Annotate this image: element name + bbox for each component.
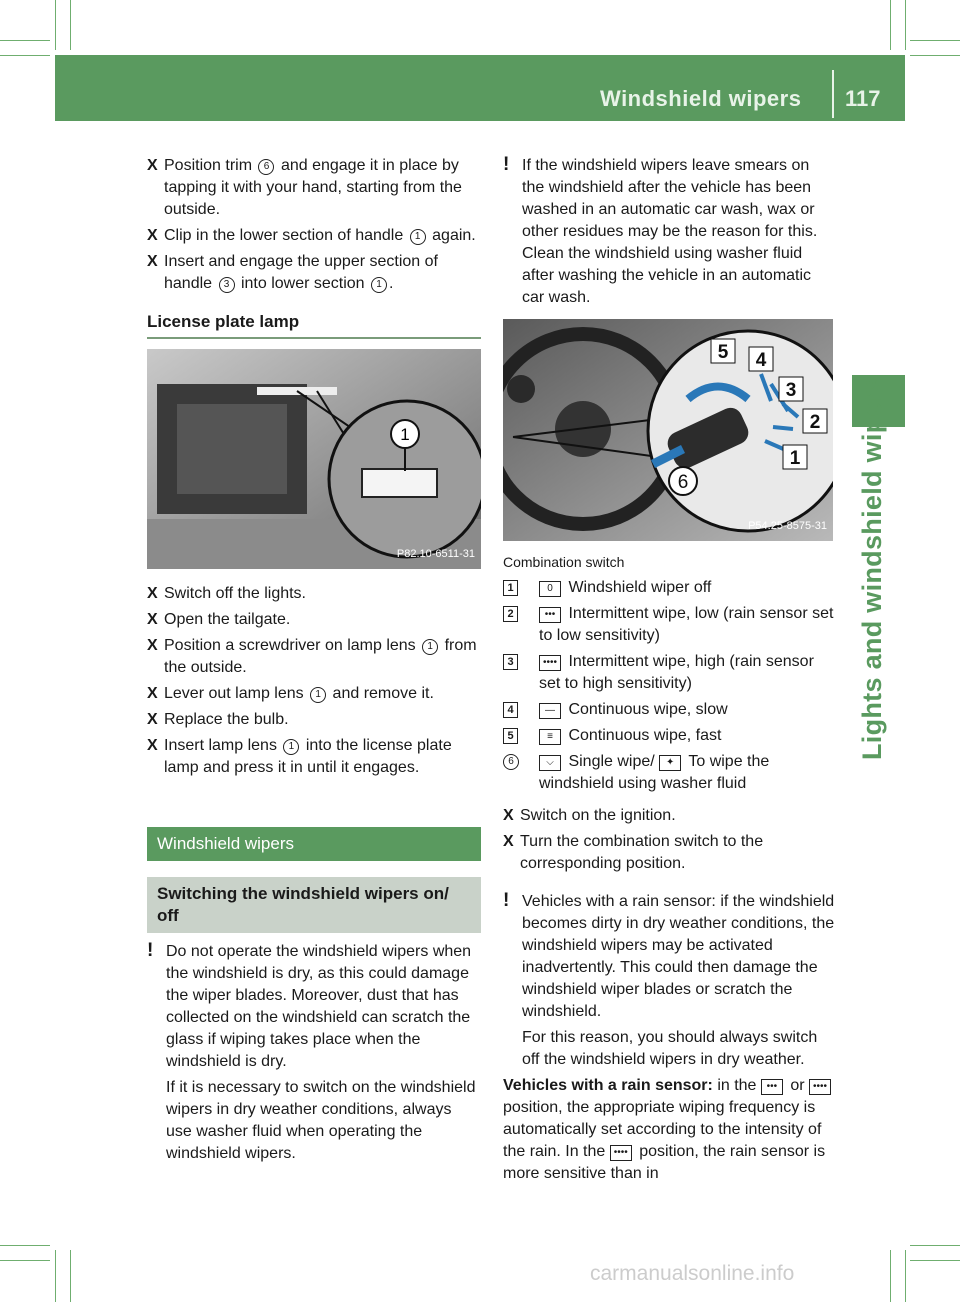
- switch-position-item: 6 ⌵ Single wipe/ ✦ To wipe the windshield using washer fluid: [503, 751, 835, 795]
- photo-reference: P54.25-8575-31: [748, 520, 827, 532]
- crop-mark: [0, 1245, 50, 1246]
- step-marker: X: [147, 585, 158, 602]
- instruction-item: X Turn the combination switch to the corresponding position.: [503, 833, 764, 872]
- crop-mark: [70, 0, 71, 50]
- step-marker: X: [503, 807, 514, 824]
- position-number: 2: [503, 606, 518, 622]
- instruction-item: X Position trim 6 and engage it in place by tapping it with your hand, starting from the outside.: [147, 157, 462, 218]
- combination-switch-photo: [503, 319, 833, 541]
- combination-switch-illustration: [503, 319, 833, 541]
- intermittent-high-icon: ••••: [610, 1145, 632, 1161]
- page-number: 117: [845, 86, 881, 111]
- step-marker: X: [147, 611, 158, 628]
- section-heading: Windshield wipers: [147, 827, 481, 861]
- callout-number: 6: [258, 159, 274, 175]
- switch-callout: 2: [809, 412, 821, 433]
- instruction-item: X Position a screwdriver on lamp lens 1 from the outside.: [147, 637, 477, 676]
- note-paragraph: For this reason, you should always switch off the windshield wipers in dry weather.: [522, 1029, 818, 1068]
- intermittent-low-icon: •••: [761, 1079, 783, 1095]
- instruction-item: X Replace the bulb.: [147, 709, 481, 731]
- instruction-item: X Lever out lamp lens 1 and remove it.: [147, 683, 481, 705]
- license-plate-lamp-photo: [147, 349, 481, 569]
- wiper-off-icon: 0: [539, 581, 561, 597]
- step-marker: X: [147, 253, 158, 270]
- single-wipe-icon: ⌵: [539, 755, 561, 771]
- continuous-fast-icon: ≡: [539, 729, 561, 745]
- note-paragraph: If it is necessary to switch on the windshield wipers in dry weather conditions, always use washer fluid when operating the windshield wipers.: [166, 1079, 476, 1162]
- rain-sensor-label: Vehicles with a rain sensor:: [503, 1077, 713, 1094]
- callout-number: 1: [283, 739, 299, 755]
- license-plate-illustration: [147, 349, 481, 569]
- switch-callout: 3: [785, 380, 797, 401]
- position-number: 1: [503, 580, 518, 596]
- position-number: 3: [503, 654, 518, 670]
- callout-number: 1: [410, 229, 426, 245]
- continuous-slow-icon: —: [539, 703, 561, 719]
- switch-position-item: 3 •••• Intermittent wipe, high (rain sensor set to high sensitivity): [503, 651, 835, 695]
- crop-mark: [0, 55, 50, 56]
- warning-icon: !: [147, 940, 154, 961]
- right-column: [503, 155, 835, 1185]
- crop-mark: [55, 1250, 56, 1302]
- step-marker: X: [147, 157, 158, 174]
- intermittent-low-icon: •••: [539, 607, 561, 623]
- step-marker: X: [147, 637, 158, 654]
- figure-caption: Combination switch: [503, 554, 625, 570]
- switch-position-item: 1 0 Windshield wiper off: [503, 577, 835, 599]
- crop-mark: [910, 1260, 960, 1261]
- crop-mark: [890, 1250, 891, 1302]
- instruction-item: X Switch off the lights.: [147, 583, 481, 605]
- header-separator: [832, 70, 834, 118]
- position-number: 6: [503, 754, 519, 770]
- crop-mark: [890, 0, 891, 50]
- watermark: carmanualsonline.info: [590, 1262, 795, 1285]
- callout-number: 3: [219, 277, 235, 293]
- crop-mark: [905, 0, 906, 50]
- instruction-item: X Insert lamp lens 1 into the license plate lamp and press it in until it engages.: [147, 737, 452, 776]
- warning-icon: !: [503, 890, 510, 911]
- switch-callout: 4: [755, 350, 767, 371]
- rain-sensor-paragraph: Vehicles with a rain sensor: in the ••• or •••• position, the appropriate wiping frequency is automatically set according to the intensity of the rain. In the •••• position, the rain sensor is more sensitive than in: [503, 1075, 835, 1185]
- instruction-item: X Clip in the lower section of handle 1 again.: [147, 225, 481, 247]
- step-marker: X: [147, 685, 158, 702]
- crop-mark: [55, 0, 56, 50]
- intermittent-high-icon: ••••: [809, 1079, 831, 1095]
- switch-callout: 5: [717, 342, 729, 363]
- sub-heading: Switching the windshield wipers on/ off: [147, 877, 481, 933]
- warning-note: [503, 155, 835, 309]
- intermittent-high-icon: ••••: [539, 655, 561, 671]
- crop-mark: [0, 40, 50, 41]
- switch-position-item: 2 ••• Intermittent wipe, low (rain sensor set to low sensitivity): [503, 603, 835, 647]
- step-marker: X: [503, 833, 514, 850]
- callout-number: 1: [371, 277, 387, 293]
- note-paragraph: Vehicles with a rain sensor: if the windshield becomes dirty in dry weather conditions, the windshield wipers may be activated inadvertently. This could then damage the windshield wiper blades or scratch the windshield.: [522, 893, 835, 1020]
- switch-callout: 6: [677, 472, 689, 493]
- step-marker: X: [147, 737, 158, 754]
- switch-callout: 1: [789, 448, 801, 469]
- crop-mark: [910, 40, 960, 41]
- crop-mark: [905, 1250, 906, 1302]
- warning-note: [503, 891, 835, 1071]
- note-paragraph: If the windshield wipers leave smears on the windshield after the vehicle has been washed in an automatic car wash, wax or other residues may be the reason for this. Clean the windshield using washer fluid after washing the vehicle in an automatic car wash.: [522, 157, 818, 306]
- instruction-item: X Switch on the ignition.: [503, 805, 835, 827]
- position-number: 4: [503, 702, 518, 718]
- note-paragraph: Do not operate the windshield wipers when the windshield is dry, as this could damage the wiper blades. Moreover, dust that has collected on the windshield can scratch the glass if wiping takes place when the windshield is dry.: [166, 943, 472, 1070]
- step-marker: X: [147, 227, 158, 244]
- callout-number: 1: [310, 687, 326, 703]
- position-number: 5: [503, 728, 518, 744]
- photo-reference: P82.10-6511-31: [396, 548, 475, 560]
- callout-number: 1: [422, 639, 438, 655]
- left-column: [147, 155, 481, 1169]
- step-marker: X: [147, 711, 158, 728]
- instruction-item: X Open the tailgate.: [147, 609, 481, 631]
- license-callout: 1: [400, 425, 410, 444]
- washer-fluid-icon: ✦: [659, 755, 681, 771]
- license-plate-heading: License plate lamp: [147, 311, 481, 339]
- header-title: Windshield wipers: [600, 86, 802, 111]
- warning-note: [147, 941, 481, 1165]
- instruction-item: X Insert and engage the upper section of handle 3 into lower section 1 .: [147, 253, 438, 292]
- crop-mark: [910, 1245, 960, 1246]
- warning-icon: !: [503, 154, 510, 175]
- crop-mark: [70, 1250, 71, 1302]
- side-tab-label: Lights and windshield wipers: [857, 375, 887, 760]
- switch-position-item: 5 ≡ Continuous wipe, fast: [503, 725, 835, 747]
- crop-mark: [0, 1260, 50, 1261]
- crop-mark: [910, 55, 960, 56]
- switch-position-item: 4 — Continuous wipe, slow: [503, 699, 835, 721]
